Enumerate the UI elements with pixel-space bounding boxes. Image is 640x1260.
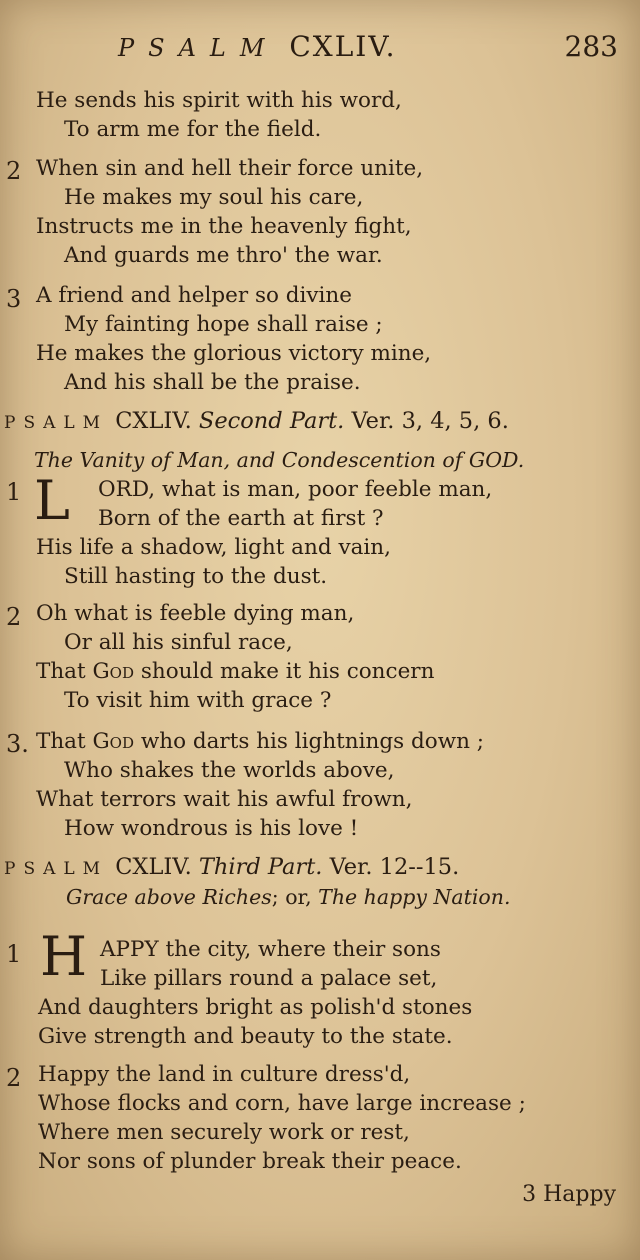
verse-number: 1 [6,478,22,506]
verse-line: Or all his sinful race, [64,630,293,655]
section-heading [4,410,509,433]
subtitle-part: Grace above Riches [66,885,272,909]
subtitle-part: The happy Nation. [318,885,511,909]
verse-line: Born of the earth at first ? [98,506,384,531]
divine-name: God [92,729,134,754]
verse-number: 3 [6,285,22,313]
verse-text: who darts his lightnings down ; [133,729,485,754]
verse-number: 2 [6,157,22,185]
verse-line: ORD, what is man, poor feeble man, [98,477,493,502]
verse-line: And guards me thro' the war. [64,243,383,268]
drop-capital: H [40,925,88,988]
section-heading-psalm: PSALM [4,859,109,879]
verse-line: And his shall be the praise. [64,370,361,395]
verse-line: He makes the glorious victory mine, [36,341,432,366]
verse-line: A friend and helper so divine [36,283,352,308]
running-title-number: CXLIV. [289,30,397,63]
verse-number: 2 [6,603,22,631]
verse-line: To arm me for the field. [64,117,322,142]
page-number: 283 [564,30,618,63]
section-heading-number: CXLIV. [115,854,192,880]
verse-line: Oh what is feeble dying man, [36,601,355,626]
subtitle-separator: ; or, [271,885,312,909]
verse-text: should make it his concern [133,659,435,684]
running-title-psalm: PSALM [118,34,279,62]
verse-line: Whose flocks and corn, have large increase ; [38,1091,526,1116]
verse-text: That [36,729,93,754]
section-heading-part: Third Part. [198,854,323,880]
verse-line: Who shakes the worlds above, [64,758,395,783]
verse-line: Like pillars round a palace set, [100,966,438,991]
verse-line: Instructs me in the heavenly fight, [36,214,412,239]
section-heading [4,856,459,879]
verse-line: His life a shadow, light and vain, [36,535,391,560]
verse-line [36,731,484,753]
running-header [0,30,640,70]
verse-number: 1 [6,940,22,968]
running-title [118,30,397,63]
section-heading-verses: Ver. 12--15. [329,854,460,880]
section-heading-psalm: PSALM [4,413,109,433]
section-heading-verses: Ver. 3, 4, 5, 6. [351,408,509,434]
verse-line: Where men securely work or rest, [38,1120,410,1145]
section-subtitle: The Vanity of Man, and Condescention of GOD. [34,448,525,472]
verse-line: Nor sons of plunder break their peace. [38,1149,462,1174]
verse-line: He makes my soul his care, [64,185,364,210]
verse-line: Still hasting to the dust. [64,564,328,589]
verse-text: That [36,659,93,684]
verse-line: Give strength and beauty to the state. [38,1024,453,1049]
divine-name: God [92,659,134,684]
section-subtitle [66,887,510,908]
verse-line: My fainting hope shall raise ; [64,312,383,337]
catchword: 3 Happy [522,1182,616,1207]
verse-line [36,661,434,683]
verse-line: He sends his spirit with his word, [36,88,402,113]
verse-line: APPY the city, where their sons [100,937,441,962]
section-heading-number: CXLIV. [115,408,192,434]
verse-number: 3. [6,730,29,758]
drop-capital: L [34,469,70,532]
verse-number: 2 [6,1064,22,1092]
verse-line: And daughters bright as polish'd stones [38,995,473,1020]
verse-line: When sin and hell their force unite, [36,156,424,181]
verse-line: What terrors wait his awful frown, [36,787,413,812]
verse-line: How wondrous is his love ! [64,816,359,841]
verse-line: Happy the land in culture dress'd, [38,1062,411,1087]
section-heading-part: Second Part. [198,408,345,434]
verse-line: To visit him with grace ? [64,688,332,713]
